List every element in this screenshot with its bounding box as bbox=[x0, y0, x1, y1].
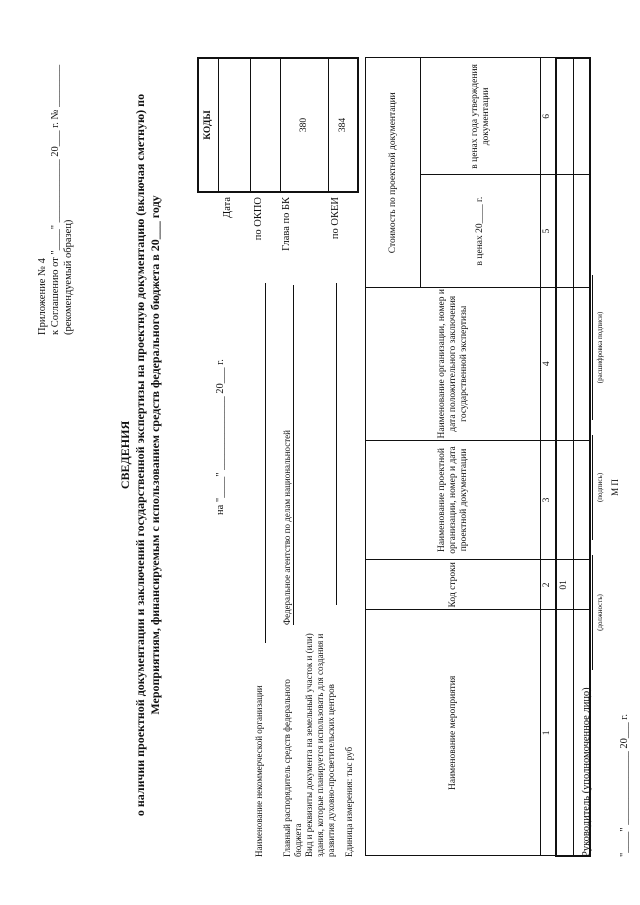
title-line-2: Мероприятиям, финансируемым с использованием средств федерального бюджета в 20___ году bbox=[148, 195, 162, 715]
codes-label-okei: по ОКЕИ bbox=[330, 197, 341, 240]
header-cost: Стоимость по проектной документации bbox=[366, 58, 421, 287]
code-value-okpo bbox=[250, 58, 280, 192]
row1-cost-approval-cell bbox=[556, 58, 574, 175]
sign-line bbox=[592, 435, 593, 540]
decoding-line bbox=[592, 275, 593, 420]
codes-label-okpo: по ОКПО bbox=[253, 197, 264, 241]
column-number-4: 4 bbox=[541, 287, 556, 440]
unit-label: Единица измерения: тыс руб bbox=[344, 746, 354, 857]
main-table bbox=[365, 57, 591, 857]
org-label: Наименование некоммерческой организации bbox=[254, 685, 264, 857]
doc-label-line-1: Вид и реквизиты документа на земельный участок и (или) bbox=[304, 633, 314, 857]
code-value-bk: 380 bbox=[280, 58, 328, 192]
appendix-header bbox=[36, 15, 75, 335]
column-number-5: 5 bbox=[541, 175, 556, 288]
signature-head-label: Руководитель (уполномоченное лицо) bbox=[581, 687, 592, 857]
header-cost-prices: в ценах 20____ г. bbox=[421, 175, 541, 288]
row1-expert-cell bbox=[556, 287, 574, 440]
codes-label-date: Дата bbox=[222, 197, 233, 218]
recommended-note: (рекомендуемый образец) bbox=[63, 219, 74, 335]
column-number-6: 6 bbox=[541, 58, 556, 175]
row2-code-cell bbox=[574, 560, 590, 610]
code-value-date bbox=[218, 58, 250, 192]
signature-date: "____" ______________ 20___ г. bbox=[619, 714, 630, 857]
report-date-line: на "____" ______________ 20___ г. bbox=[215, 359, 226, 515]
column-number-1: 1 bbox=[541, 610, 556, 856]
codes-table bbox=[197, 57, 359, 193]
row2-cost-prices-cell bbox=[574, 175, 590, 288]
appendix-number: Приложение № 4 bbox=[37, 258, 48, 335]
row1-code-cell: 01 bbox=[556, 560, 574, 610]
row1-design-cell bbox=[556, 440, 574, 560]
column-number-2: 2 bbox=[541, 560, 556, 610]
manager-label: Главный распорядитель средств федерального бюджета bbox=[282, 679, 303, 857]
row2-expert-cell bbox=[574, 287, 590, 440]
header-design-org: Наименование проектной организации, номер и дата проектной документации bbox=[366, 440, 541, 560]
header-expert-org: Наименование организации, номер и дата положительного заключения государственной экспертизы bbox=[366, 287, 541, 440]
row1-event-cell bbox=[556, 610, 574, 856]
document-title bbox=[118, 55, 163, 855]
decoding-caption: (расшифровка подписи) bbox=[596, 311, 604, 384]
doc-label bbox=[304, 617, 337, 857]
header-code: Код строки bbox=[366, 560, 541, 610]
sign-caption: (подпись) bbox=[596, 472, 604, 503]
row2-cost-approval-cell bbox=[574, 58, 590, 175]
doc-label-line-3: развития духовно-просветительских центров bbox=[326, 684, 336, 857]
manager-value: Федеральное агентство по делам национальностей bbox=[282, 285, 294, 625]
position-caption: (должность) bbox=[596, 594, 604, 631]
header-event: Наименование мероприятия bbox=[366, 610, 541, 856]
codes-label-bk: Глава по БК bbox=[281, 197, 292, 251]
doc-underline bbox=[336, 283, 337, 605]
title-main: СВЕДЕНИЯ bbox=[118, 420, 132, 490]
position-line bbox=[592, 555, 593, 670]
row2-design-cell bbox=[574, 440, 590, 560]
doc-label-line-2: здания, которые планируется использовать для создания и bbox=[315, 633, 325, 857]
column-number-3: 3 bbox=[541, 440, 556, 560]
header-cost-approval: в ценах года утверждения документации bbox=[421, 58, 541, 175]
title-line-1: о наличии проектной документации и заключений государственной экспертизы на проектную документацию (включая сметную) по bbox=[133, 93, 147, 817]
code-value-okei: 384 bbox=[328, 58, 358, 192]
agreement-line: к Соглашению от "____" ____________ 20___ г. № ________ bbox=[50, 64, 61, 335]
row1-cost-prices-cell bbox=[556, 175, 574, 288]
stamp-label: М П bbox=[610, 479, 620, 496]
org-underline bbox=[265, 283, 266, 643]
codes-header: КОДЫ bbox=[198, 58, 218, 192]
